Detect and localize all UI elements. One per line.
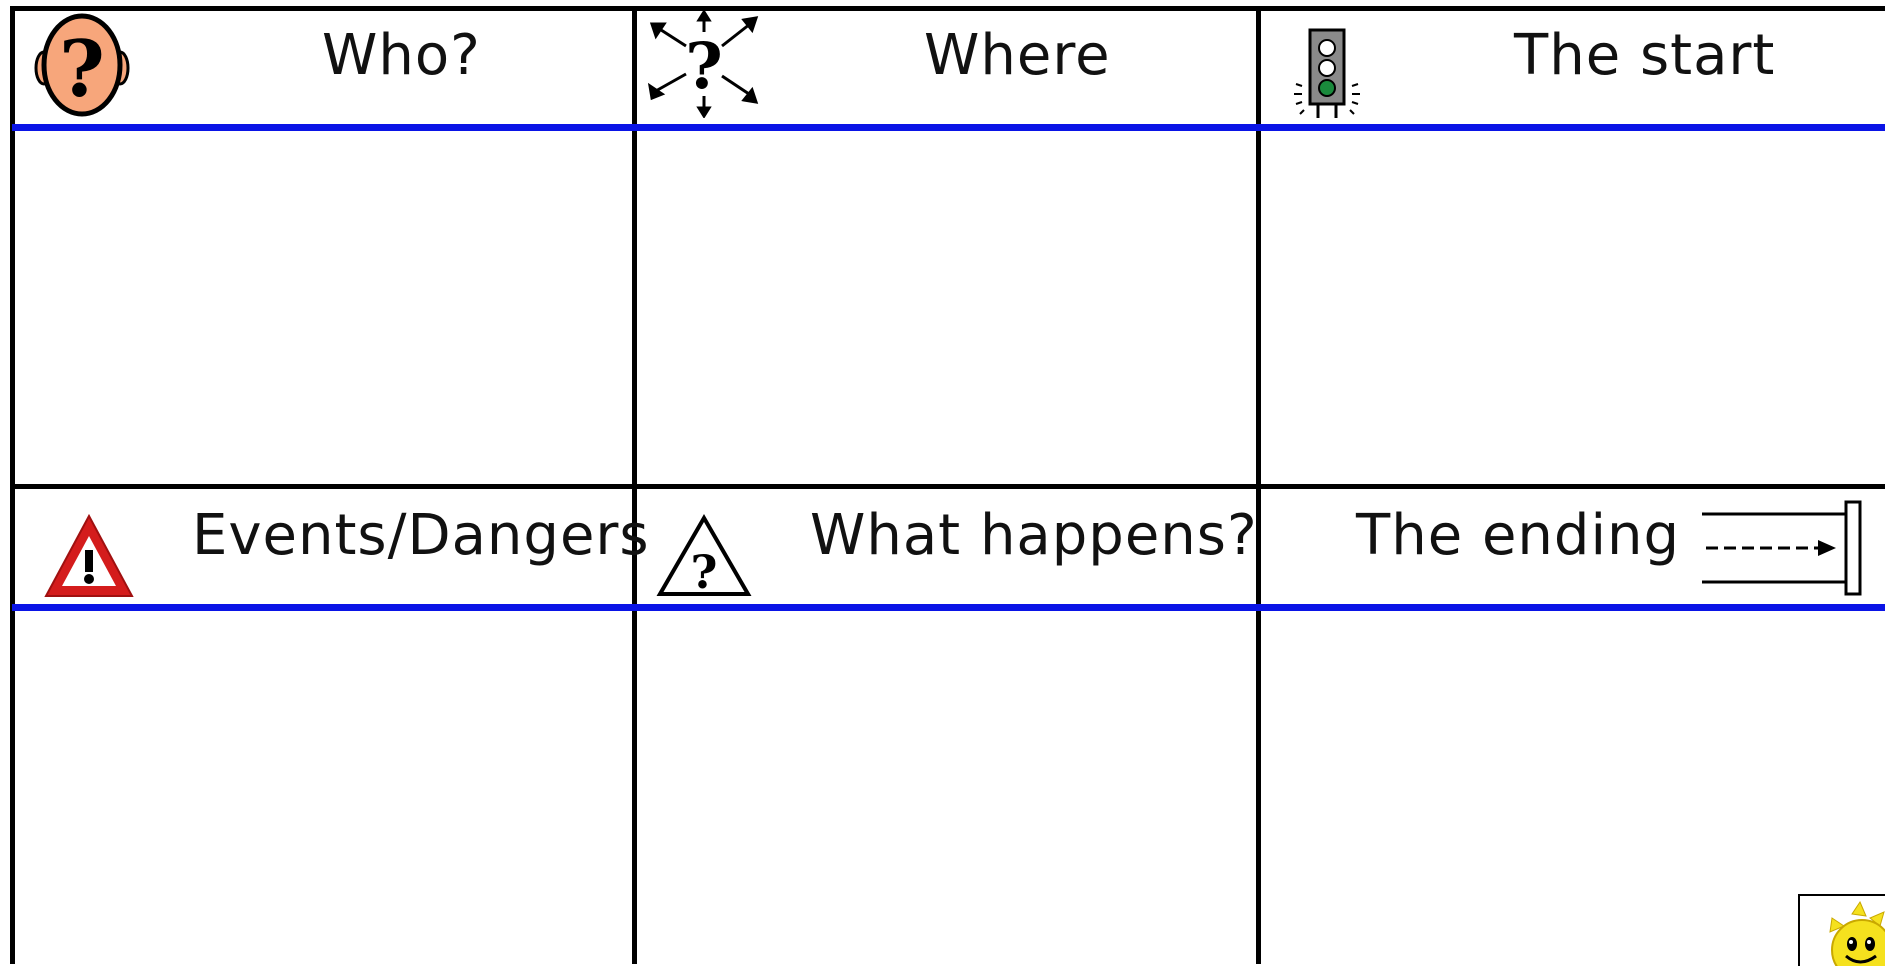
happens-heading: What happens?	[810, 503, 1258, 568]
where-heading: Where	[924, 23, 1111, 88]
traffic-light-icon	[1292, 26, 1366, 122]
ending-answer-area[interactable]	[1261, 611, 1885, 964]
warning-triangle-icon	[42, 512, 136, 600]
svg-text:?: ?	[59, 24, 105, 115]
events-heading: Events/Dangers	[192, 503, 650, 568]
question-triangle-icon	[656, 512, 752, 598]
who-answer-area[interactable]	[15, 131, 632, 484]
svg-text:?: ?	[685, 29, 723, 104]
grid-middle-border	[10, 484, 1885, 489]
happens-answer-area[interactable]	[637, 611, 1256, 964]
question-head-icon	[32, 12, 132, 118]
question-arrows-icon	[648, 10, 760, 118]
corner-logo-frame	[1798, 894, 1885, 966]
svg-text:?: ?	[690, 545, 718, 598]
header-rule-bottom	[12, 604, 1885, 611]
events-answer-area[interactable]	[15, 611, 632, 964]
finish-line-icon	[1700, 498, 1868, 598]
ending-heading: The ending	[1356, 503, 1681, 568]
grid-top-border	[10, 6, 1885, 11]
smiley-sun-icon	[1800, 896, 1885, 966]
who-heading: Who?	[322, 23, 481, 88]
start-answer-area[interactable]	[1261, 131, 1885, 484]
header-rule-top	[12, 124, 1885, 131]
where-answer-area[interactable]	[637, 131, 1256, 484]
start-heading: The start	[1514, 23, 1776, 88]
